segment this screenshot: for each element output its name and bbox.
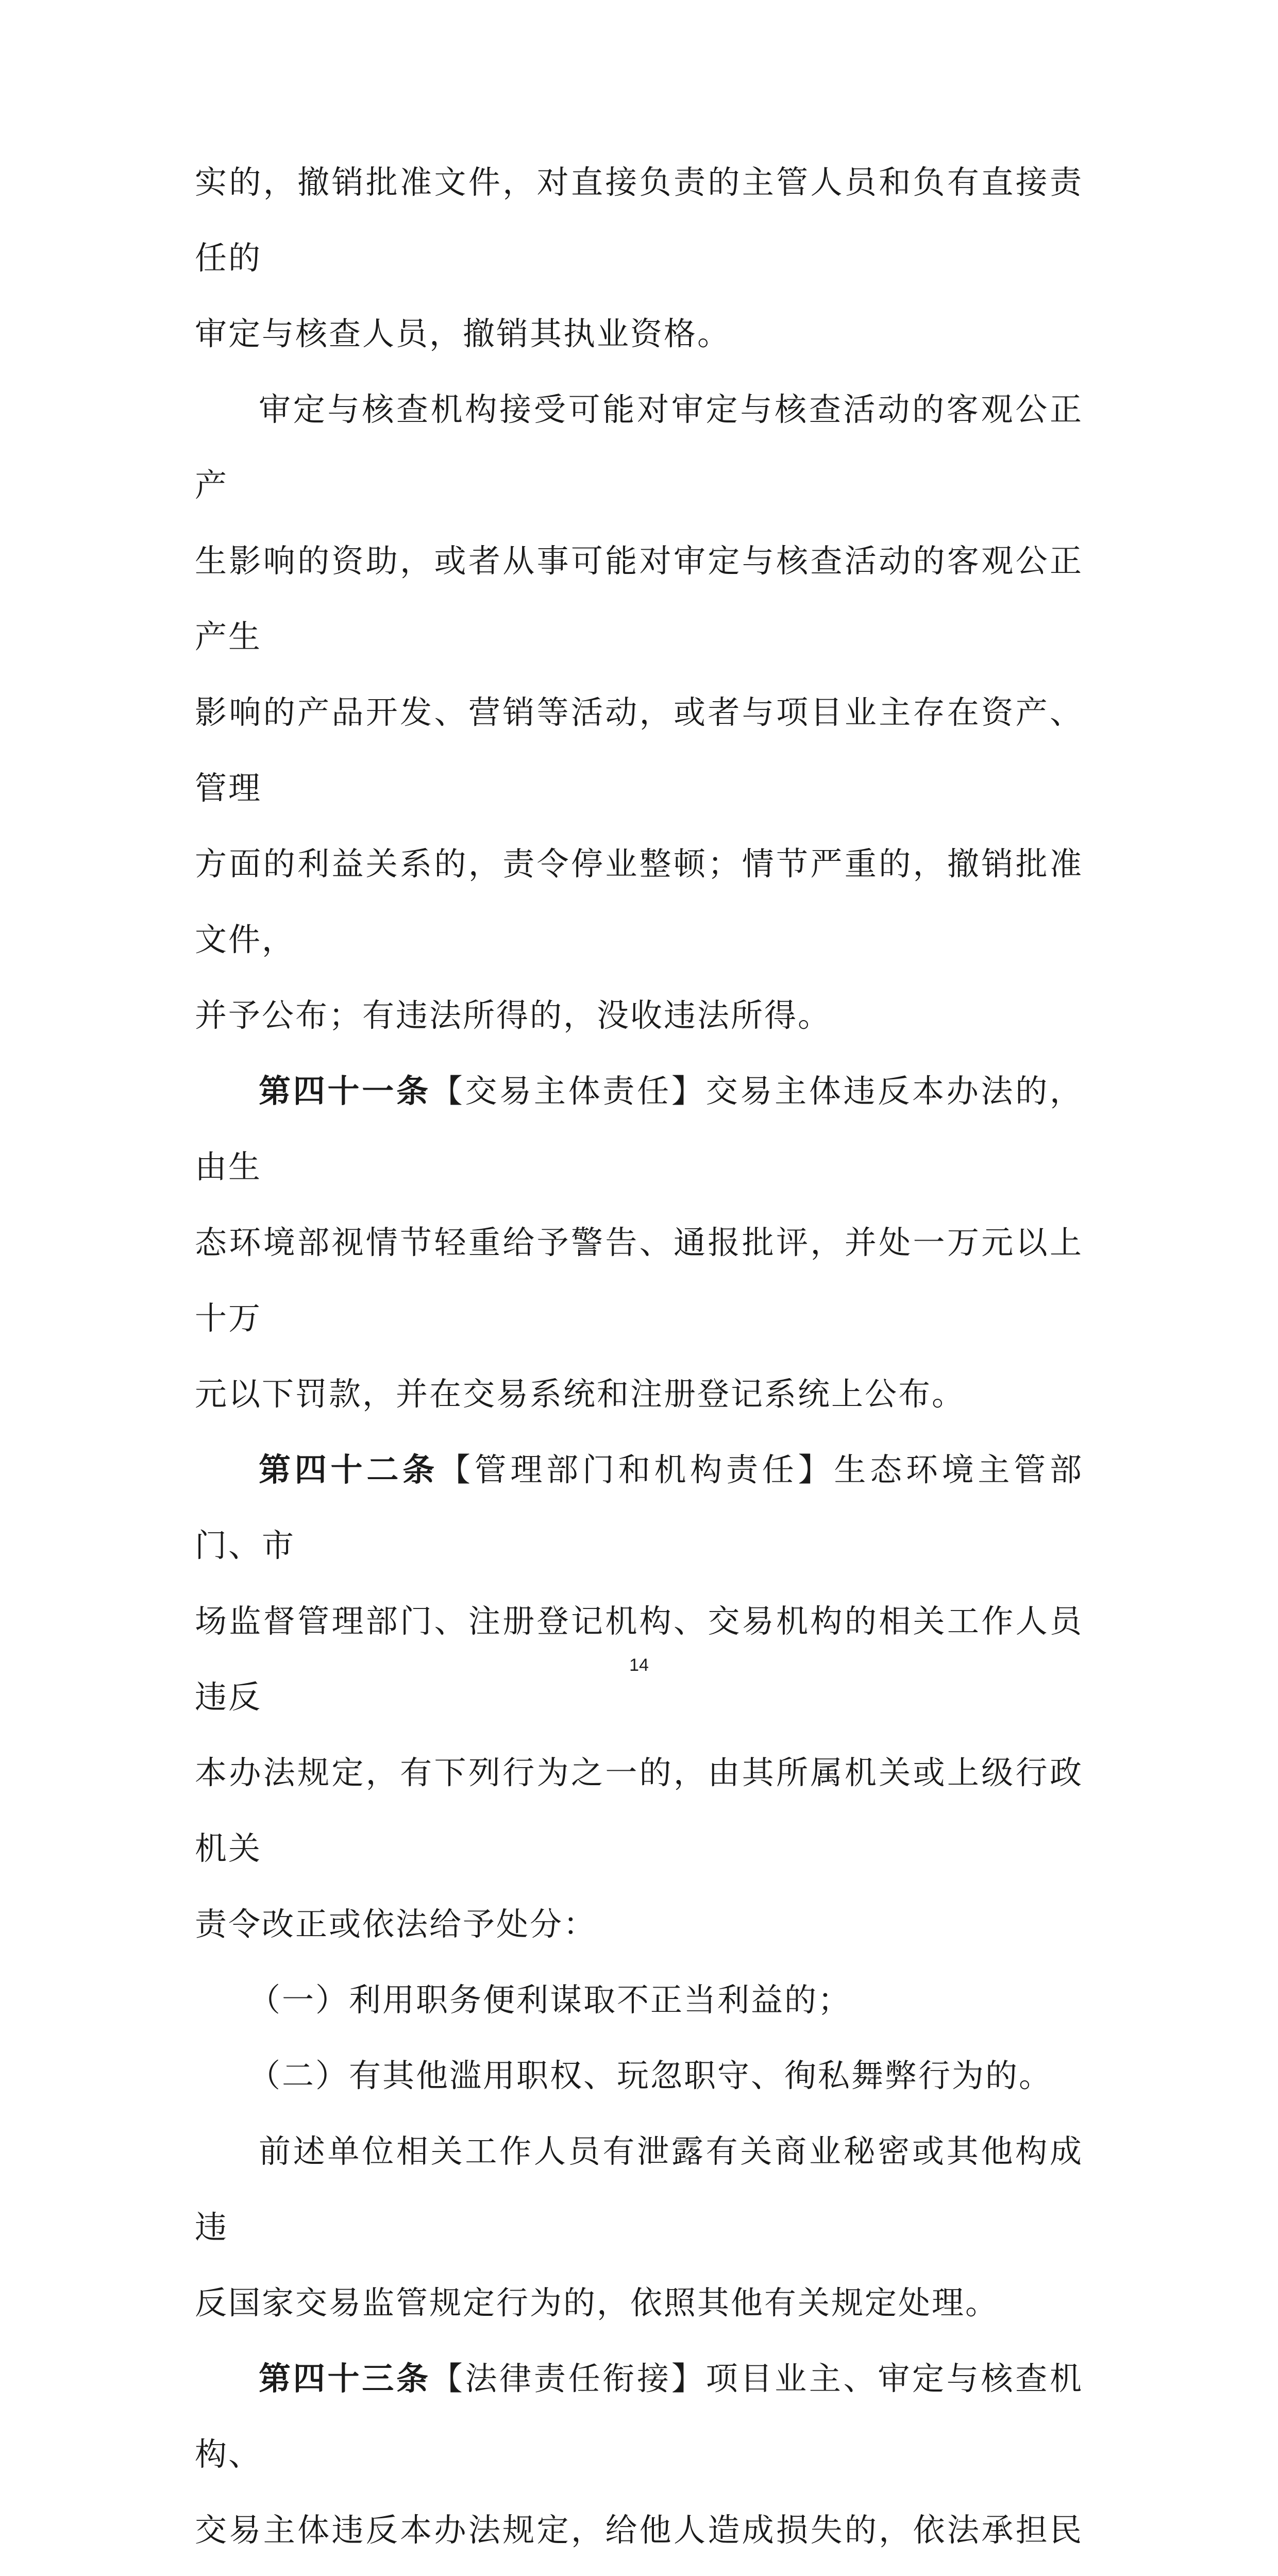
text-line: 审定与核查人员，撤销其执业资格。 (195, 315, 731, 352)
paragraph-confidentiality (195, 2113, 1083, 2341)
document-body (195, 144, 1083, 2576)
article-41 (195, 1053, 1083, 1432)
text-line: 元以下罚款，并在交易系统和注册登记系统上公布。 (195, 1375, 966, 1413)
text-line: 前述单位相关工作人员有泄露有关商业秘密或其他构成违 (195, 2132, 1083, 2246)
text-line: 影响的产品开发、营销等活动，或者与项目业主存在资产、管理 (195, 693, 1083, 807)
text-line: 生影响的资助，或者从事可能对审定与核查活动的客观公正产生 (195, 542, 1083, 655)
text-line: 审定与核查机构接受可能对审定与核查活动的客观公正产 (195, 391, 1083, 504)
text-line: 本办法规定，有下列行为之一的，由其所属机关或上级行政机关 (195, 1754, 1083, 1867)
text-line: 反国家交易监管规定行为的，依照其他有关规定处理。 (195, 2284, 999, 2321)
paragraph-continuation (195, 144, 1083, 371)
list-item: （二）有其他滥用职权、玩忽职守、徇私舞弊行为的。 (248, 2057, 1053, 2094)
article-42-title: 第四十二条 (259, 1451, 439, 1488)
article-43 (195, 2341, 1083, 2576)
article-42-item-1 (195, 1962, 1083, 2038)
list-item: （一）利用职务便利谋取不正当利益的； (248, 1981, 852, 2019)
text-line: 交易主体违反本办法规定，给他人造成损失的，依法承担民 (195, 2511, 1083, 2549)
text-line: 【交易主体责任】交易主体违反本办法的，由生 (195, 1072, 1083, 1185)
text-line: 【管理部门和机构责任】生态环境主管部门、市 (195, 1451, 1083, 1564)
text-line: 场监督管理部门、注册登记机构、交易机构的相关工作人员违反 (195, 1602, 1083, 1716)
page-number: 14 (629, 1655, 649, 1675)
text-line: 态环境部视情节轻重给予警告、通报批评，并处一万元以上十万 (195, 1224, 1083, 1337)
text-line: 并予公布；有违法所得的，没收违法所得。 (195, 996, 832, 1034)
article-42-item-2 (195, 2038, 1083, 2113)
text-line: 实的，撤销批准文件，对直接负责的主管人员和负有直接责任的 (195, 163, 1083, 277)
article-42 (195, 1432, 1083, 1962)
text-line: 责令改正或依法给予处分： (195, 1905, 597, 1943)
paragraph-verification-body (195, 371, 1083, 1053)
text-line: 【法律责任衔接】项目业主、审定与核查机构、 (195, 2360, 1083, 2473)
text-line: 方面的利益关系的，责令停业整顿；情节严重的，撤销批准文件， (195, 845, 1083, 958)
article-43-title: 第四十三条 (259, 2360, 431, 2397)
article-41-title: 第四十一条 (259, 1072, 431, 1110)
